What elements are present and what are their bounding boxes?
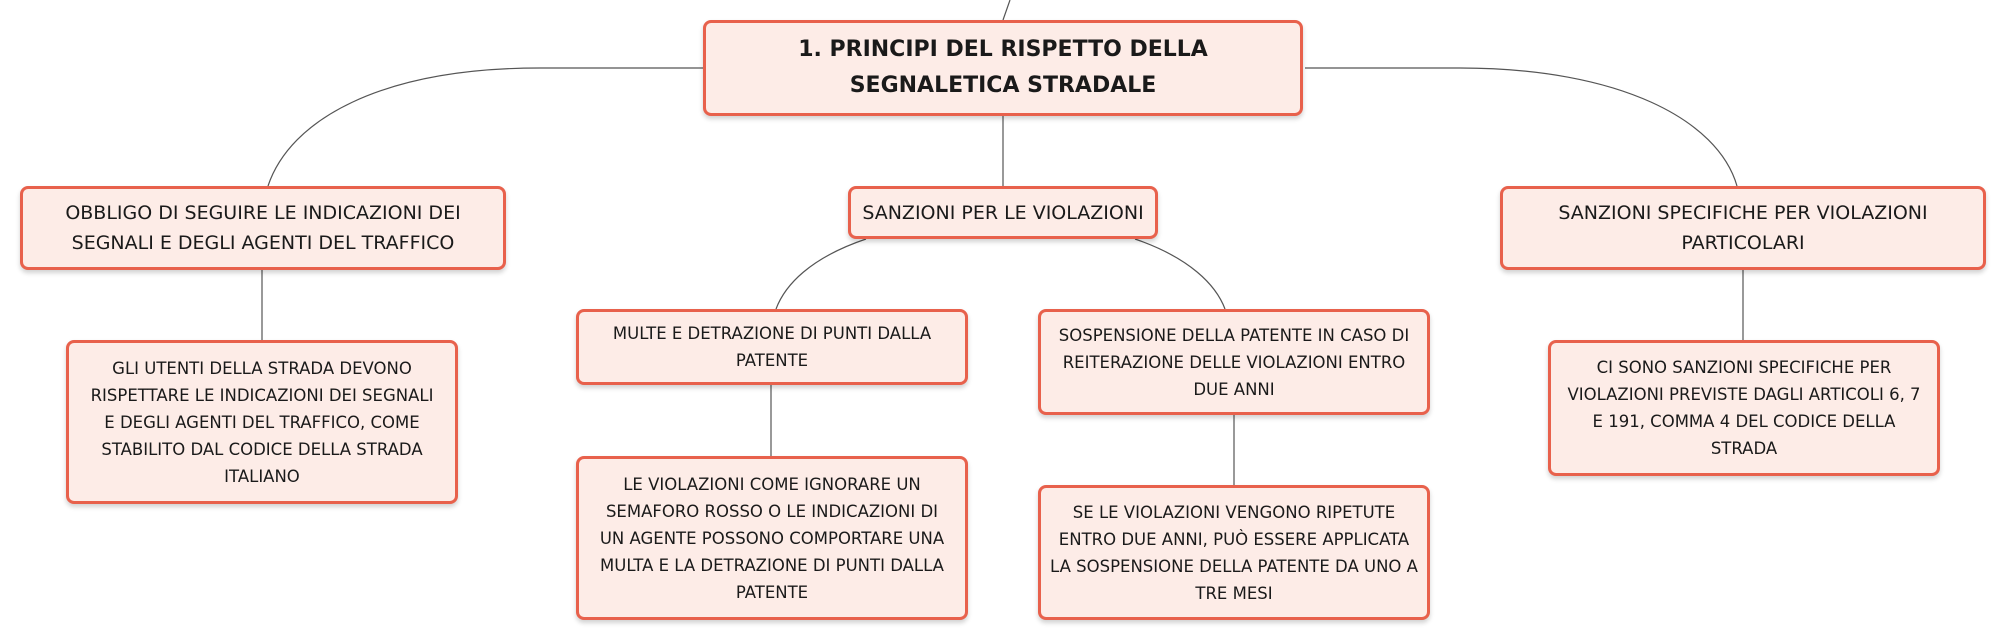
- branch-node-specifiche[interactable]: [1500, 186, 1986, 270]
- subbranch-node-sospensione[interactable]: [1038, 309, 1430, 415]
- connector-sanzioni-sospensione: [1135, 239, 1225, 309]
- branch-node-sanzioni-label: SANZIONI PER LE VIOLAZIONI: [862, 201, 1144, 224]
- branch-node-specifiche-label: SANZIONI SPECIFICHE PER VIOLAZIONI PARTICOLARI: [1558, 202, 1928, 254]
- connector-root-branch-specifiche: [1305, 68, 1737, 186]
- detail-node-sospensione-label: SE LE VIOLAZIONI VENGONO RIPETUTE ENTRO DUE ANNI, PUÒ ESSERE APPLICATA LA SOSPENSIONE DELLA PATENTE DA UNO A TRE MESI: [1050, 502, 1418, 603]
- branch-node-obbligo[interactable]: [20, 186, 506, 270]
- subbranch-node-sospensione-label: SOSPENSIONE DELLA PATENTE IN CASO DI REITERAZIONE DELLE VIOLAZIONI ENTRO DUE ANNI: [1058, 325, 1410, 399]
- detail-node-obbligo[interactable]: [66, 340, 458, 504]
- subbranch-node-multe[interactable]: [576, 309, 968, 385]
- detail-node-multe[interactable]: [576, 456, 968, 620]
- branch-node-sanzioni[interactable]: [848, 186, 1158, 239]
- connector-sanzioni-multe: [776, 239, 866, 309]
- branch-node-obbligo-label: OBBLIGO DI SEGUIRE LE INDICAZIONI DEI SEGNALI E DEGLI AGENTI DEL TRAFFICO: [65, 202, 461, 254]
- detail-node-obbligo-label: GLI UTENTI DELLA STRADA DEVONO RISPETTARE LE INDICAZIONI DEI SEGNALI E DEGLI AGENTI DEL TRAFFICO, COME STABILITO DAL CODICE DELLA STRADA ITALIANO: [90, 358, 434, 486]
- detail-node-specifiche-label: CI SONO SANZIONI SPECIFICHE PER VIOLAZIONI PREVISTE DAGLI ARTICOLI 6, 7 E 191, COMMA 4 DEL CODICE DELLA STRADA: [1567, 358, 1921, 458]
- subbranch-node-multe-label: MULTE E DETRAZIONE DI PUNTI DALLA PATENTE: [612, 324, 932, 370]
- detail-node-multe-label: LE VIOLAZIONI COME IGNORARE UN SEMAFORO ROSSO O LE INDICAZIONI DI UN AGENTE POSSONO COMPORTARE UNA MULTA E LA DETRAZIONE DI PUNTI DALLA PATENTE: [599, 474, 945, 602]
- root-node-label: 1. PRINCIPI DEL RISPETTO DELLA SEGNALETICA STRADALE: [798, 37, 1208, 98]
- root-node[interactable]: [703, 20, 1303, 116]
- connector-root-parent: [1003, 0, 1010, 20]
- detail-node-specifiche[interactable]: [1548, 340, 1940, 476]
- detail-node-sospensione[interactable]: [1038, 485, 1430, 620]
- connector-root-branch-obbligo: [268, 68, 703, 186]
